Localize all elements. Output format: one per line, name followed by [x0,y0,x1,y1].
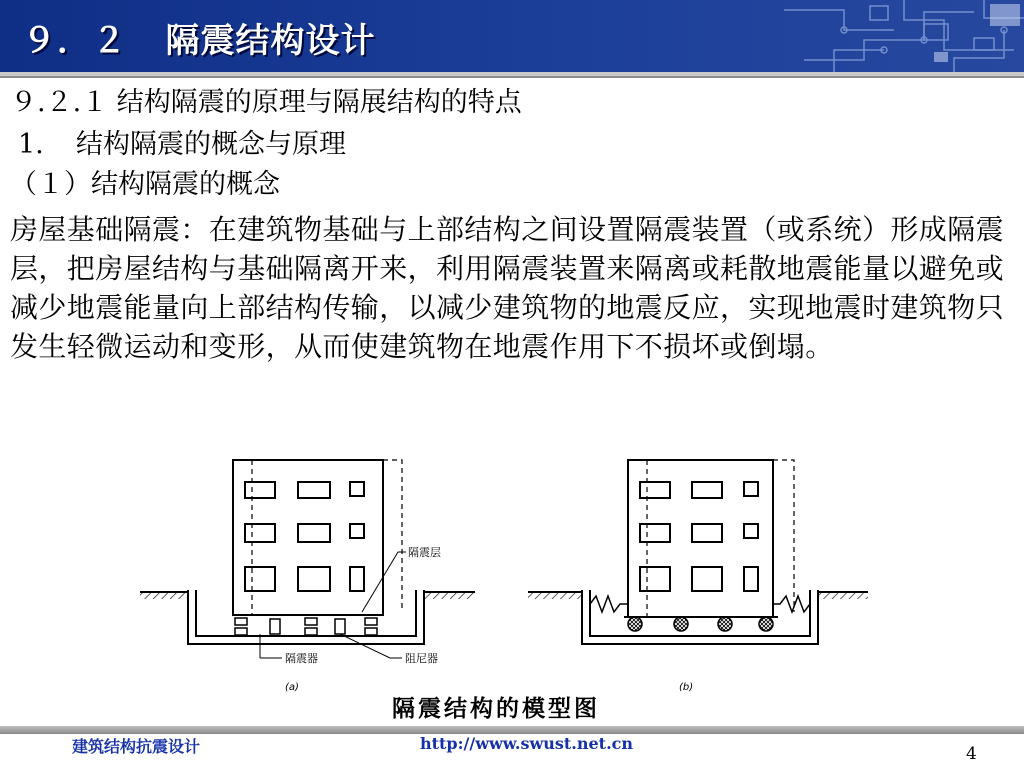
slide-title [22,13,376,62]
building-diagram-b [528,460,868,644]
isolation-model-figure [130,452,890,724]
circuit-board-decoration [774,0,1024,72]
damper-label: 阻尼器 [405,652,438,665]
footer-divider [0,726,1024,734]
building-diagram-a [140,460,475,658]
slide-body [10,84,1014,366]
slide-footer [0,734,1024,768]
header-divider-shadow [0,76,1024,78]
course-name: 建筑结构抗震设计 [72,737,201,756]
subfigure-b-label: (b) [679,682,694,693]
footer-url-link[interactable]: http://www.swust.net.cn [420,734,634,753]
body-paragraph: 房屋基础隔震：在建筑物基础与上部结构之间设置隔震装置（或系统）形成隔震层，把房屋结构与基础隔离开来，利用隔震装置来隔离或耗散地震能量以避免或减少地震能量向上部结构传输，以减少建筑物的地震反应，实现地震时建筑物只发生轻微运动和变形，从而使建筑物在地震作用下不损坏或倒塌。 [10,213,1005,363]
item-number: 1. [18,129,44,160]
subitem-heading: （１）结构隔震的概念 [10,169,280,200]
subsection-heading: ９.２.１ 结构隔震的原理与隔展结构的特点 [10,87,522,118]
section-number: ９．２ [22,21,127,61]
figure-caption: 隔震结构的模型图 [392,696,600,722]
page-number: 4 [966,744,977,764]
section-title: 隔震结构设计 [165,21,376,61]
rolling-bearings [628,617,773,631]
isolator-label: 隔震器 [285,652,318,665]
subfigure-a-label: (a) [285,682,299,693]
slide-header [0,0,1024,72]
item-title: 结构隔震的概念与原理 [76,129,346,160]
isolation-layer-label: 隔震层 [408,546,441,559]
numbered-item [10,128,1014,162]
